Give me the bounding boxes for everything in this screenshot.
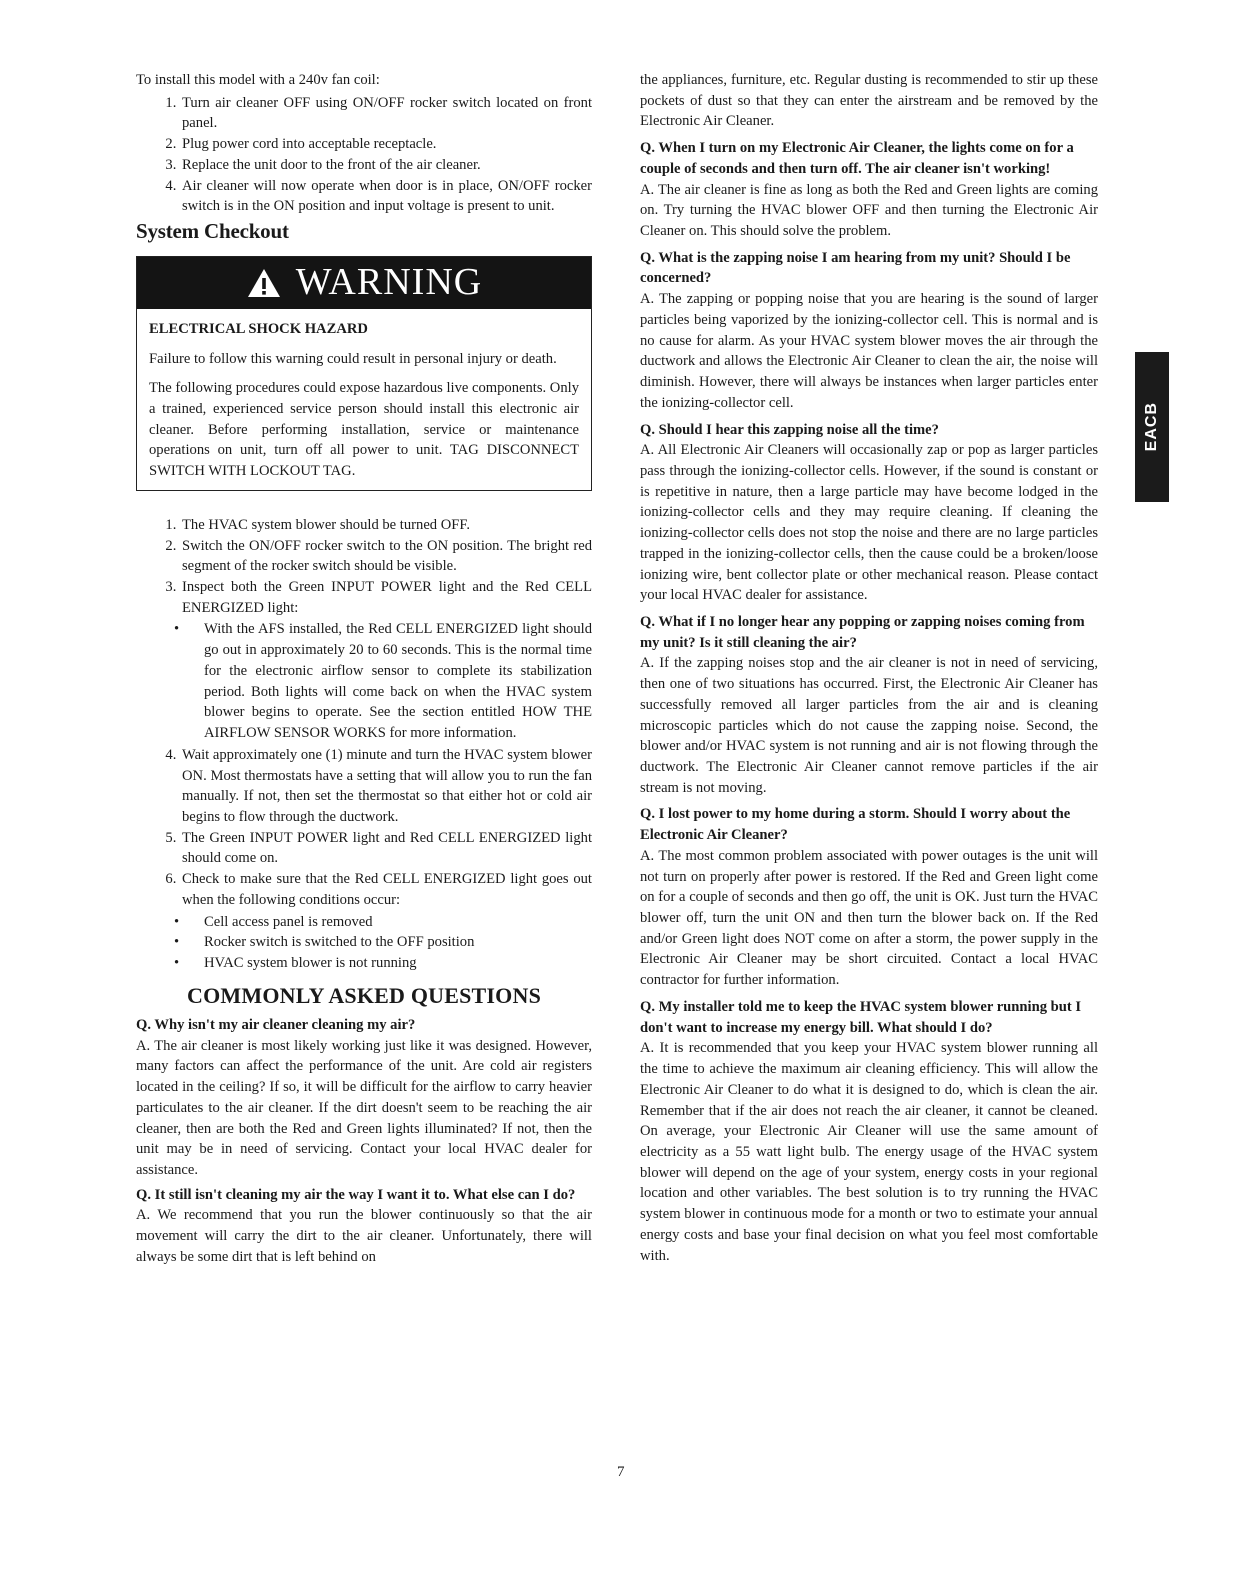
faq-question: Q. Should I hear this zapping noise all the time? (640, 421, 939, 438)
warning-label: WARNING (295, 260, 483, 303)
condition-bullet: • Rocker switch is switched to the OFF position (204, 932, 592, 953)
condition-bullet: • HVAC system blower is not running (204, 953, 592, 974)
install-step: 3. Replace the unit door to the front of the air cleaner. (180, 155, 592, 176)
faq-question: Q. What if I no longer hear any popping or zapping noises coming from my unit? Is it still cleaning the air? (640, 613, 1085, 651)
checkout-step: 3. Inspect both the Green INPUT POWER light and the Red CELL ENERGIZED light: (180, 577, 592, 618)
warning-triangle-icon (246, 267, 282, 299)
faq-answer: A. The air cleaner is fine as long as both the Red and Green lights are coming on. Try turning the HVAC blower OFF and then turning the Electronic Air Cleaner on. This should solve the problem. (640, 181, 1098, 240)
checkout-step: 2. Switch the ON/OFF rocker switch to the ON position. The bright red segment of the rocker switch should be visible. (180, 536, 592, 577)
warning-hazard-title: ELECTRICAL SHOCK HAZARD (149, 320, 368, 337)
checkout-steps-list-2 (136, 745, 592, 911)
install-step: 2. Plug power cord into acceptable receptacle. (180, 134, 592, 155)
install-intro: To install this model with a 240v fan coil: (136, 72, 380, 88)
checkout-steps-list (136, 515, 592, 619)
right-column (640, 70, 1098, 1266)
checkout-step: 4. Wait approximately one (1) minute and turn the HVAC system blower ON. Most thermostats have a setting that will allow you to run the fan manually. If not, then set the thermostat so that either hot or cold air begins to flow through the ductwork. (180, 745, 592, 828)
faq-answer: A. It is recommended that you keep your HVAC system blower running all the time to achieve the maximum air cleaning efficiency. This will allow the Electronic Air Cleaner to do what it is designed to do, which is clean the air. Remember that if the air does not reach the air cleaner, it cannot be cleaned. On average, your Electronic Air Cleaner will use the same amount of electricity as a 55 watt light bulb. The energy usage of the HVAC system blower will depend on the age of your system, energy costs in your regional location and other variables. The best solution is to try running the HVAC system blower in continuous mode for a month or two to estimate your annual energy costs and base your final decision on what you feel most comfortable with. (640, 1040, 1098, 1264)
condition-bullets (136, 912, 592, 974)
faq-answer: the appliances, furniture, etc. Regular dusting is recommended to stir up these pockets of dust so that they can enter the airstream and be removed by the Electronic Air Cleaner. (640, 72, 1098, 130)
faq-question: Q. What is the zapping noise I am hearing from my unit? Should I be concerned? (640, 249, 1071, 287)
warning-banner (137, 257, 591, 309)
faq-answer: A. All Electronic Air Cleaners will occasionally zap or pop as larger particles pass through the ionizing-collector cells. However, if the sound is constant or is repetitive in nature, then a large particle may have become lodged in the ionizing-collector cells and they may require cleaning. If cleaning the ionizing-collector cells does not stop the noise and there are no large particles trapped in the ionizing-collector cells, then the cause could be a broken/loose ionizing wire, bent collector plate or other mechanical reason. Please contact your local HVAC dealer for assistance. (640, 442, 1098, 604)
warning-box (136, 256, 592, 491)
checkout-bullet: • With the AFS installed, the Red CELL ENERGIZED light should go out in approximately 20 to 60 seconds. This is the normal time for the electronic airflow sensor to complete its stabilization period. Both lights will come back on when the HVAC system blower begins to operate. See the section entitled HOW THE AIRFLOW SENSOR WORKS for more information. (204, 619, 592, 743)
install-steps-list (136, 93, 592, 217)
checkout-bullets (136, 619, 592, 743)
install-step: 4. Air cleaner will now operate when door is in place, ON/OFF rocker switch is in the ON position and input voltage is present to unit. (180, 176, 592, 217)
faq-question: Q. I lost power to my home during a storm. Should I worry about the Electronic Air Cleaner? (640, 806, 1071, 844)
warning-text: Failure to follow this warning could result in personal injury or death. (149, 350, 557, 367)
faq-question: Q. It still isn't cleaning my air the way I want it to. What else can I do? (136, 1186, 576, 1203)
faq-answer: A. The air cleaner is most likely working just like it was designed. However, many factors can affect the performance of the unit. Are cold air registers located in the ceiling? If so, it will be difficult for the airflow to carry heavier particulates to the air cleaner. If the dirt doesn't seem to be reaching the air cleaner, then are both the Red and Green lights illuminated? If not, then the unit may be in need of servicing. Contact your local HVAC dealer for assistance. (136, 1037, 592, 1178)
faq-answer: A. The zapping or popping noise that you are hearing is the sound of larger particles being vaporized by the ionizing-collector cell. This is normal and is no cause for alarm. As your HVAC system blower moves the air through the ductwork and allows the Electronic Air Cleaner to clean the air, the noise will diminish. However, there will always be instances when larger particles enter the ionizing-collector cell. (640, 291, 1098, 411)
warning-body (137, 309, 591, 490)
faq-answer: A. If the zapping noises stop and the air cleaner is not in need of servicing, then one of two situations has occurred. First, the Electronic Air Cleaner has successfully removed all larger particles from the air and is cleaning microscopic particles which do not cause the zapping noise. Second, the blower and/or HVAC system is not running and air is not flowing through the ductwork. The Electronic Air Cleaner cannot remove particles if the air stream is not moving. (640, 655, 1098, 796)
faq-answer: A. We recommend that you run the blower continuously so that the air movement will carry the dirt to the air cleaner. Unfortunately, there will always be some dirt that is left behind on (136, 1207, 592, 1265)
faq-answer: A. The most common problem associated with power outages is the unit will not turn on properly after power is restored. If the Red and Green light come on for a couple of seconds and then go off, the unit is OK. Just turn the HVAC blower off, turn the unit ON and then turn the blower back on. If the Red and/or Green light does NOT come on after a storm, the power supply in the Electronic Air Cleaner may be short circuited. Contact a local HVAC contractor for further information. (640, 847, 1098, 989)
condition-bullet: • Cell access panel is removed (204, 912, 592, 933)
checkout-step: 6. Check to make sure that the Red CELL ENERGIZED light goes out when the following conditions occur: (180, 869, 592, 910)
left-column (136, 70, 592, 1268)
section-tab-label: EACB (1142, 402, 1160, 452)
checkout-step: 5. The Green INPUT POWER light and Red CELL ENERGIZED light should come on. (180, 828, 592, 869)
install-step: 1. Turn air cleaner OFF using ON/OFF rocker switch located on front panel. (180, 93, 592, 134)
faq-question: Q. My installer told me to keep the HVAC system blower running but I don't want to increase my energy bill. What should I do? (640, 998, 1082, 1036)
system-checkout-heading: System Checkout (136, 219, 289, 244)
faq-heading: COMMONLY ASKED QUESTIONS (186, 982, 542, 1008)
faq-question: Q. Why isn't my air cleaner cleaning my air? (136, 1016, 416, 1033)
section-tab (1135, 352, 1169, 502)
faq-question: Q. When I turn on my Electronic Air Cleaner, the lights come on for a couple of seconds and then turn off. The air cleaner isn't working! (640, 140, 1074, 177)
checkout-step: 1. The HVAC system blower should be turned OFF. (180, 515, 592, 536)
page-number: 7 (617, 1464, 625, 1480)
warning-text: The following procedures could expose hazardous live components. Only a trained, experienced service person should install this electronic air cleaner. Before performing installation, service or maintenance operations on unit, turn off all power to unit. TAG DISCONNECT SWITCH WITH LOCKOUT TAG. (149, 380, 579, 480)
